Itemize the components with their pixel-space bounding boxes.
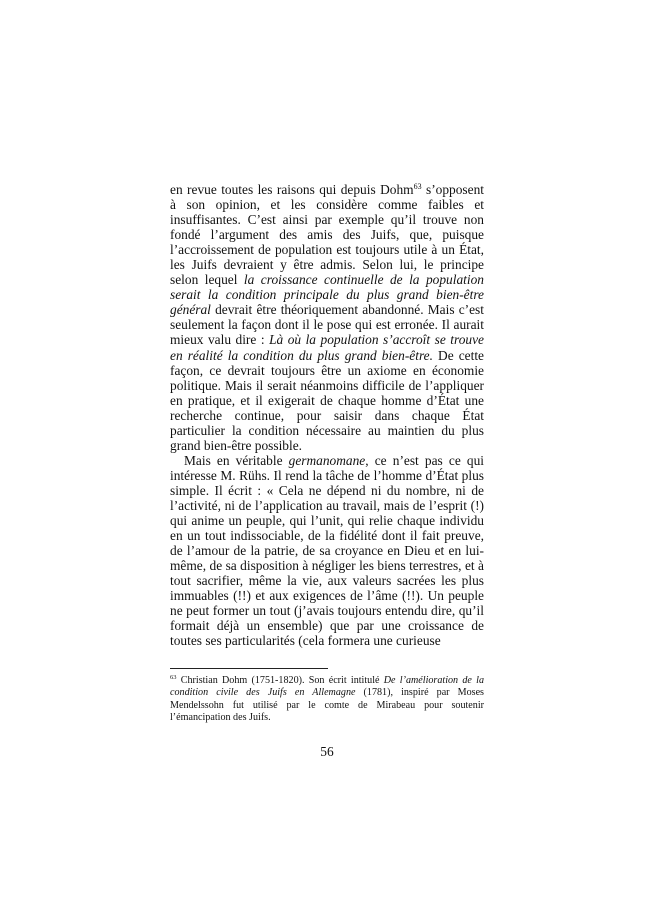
paragraph-1 <box>170 182 484 453</box>
text-run: , ce n’est pas ce qui intéresse M. Rühs. Il rend la tâche de l’homme d’État plus simple. Il écrit : « Cela ne dépend ni du nombre, ni de l’activité, ni de l’application au travail, mais de l’esprit (!) qui anime un peuple, qui l’unit, qui relie chaque individu en un tout indissociable, de la fidélité dont il fait preuve, de l’amour de la patrie, de sa croyance en Dieu et en lui-même, de sa disposition à négliger les biens terrestres, et à tout sacrifier, même la vie, aux valeurs sacrées les plus immuables (!!) et aux exigences de l’âme (!!). Un peuple ne peut former un tout (j’avais toujours entendu dire, qu’il formait déjà un ensemble) que par une croissance de toutes ses particularités (cela formera une curieuse <box>170 452 484 649</box>
text-run: s’opposent à son opinion, et les considère comme faibles et insuffisantes. C’est ainsi par exemple qu’il trouve non fondé l’argument des amis des Juifs, que, puisque l’accroissement de population est toujours utile à un État, les Juifs devraient y être admis. Selon lui, le principe selon lequel <box>170 182 485 288</box>
footnote-divider <box>170 668 328 669</box>
footnote-ref: 63 <box>170 674 177 681</box>
footnote-63 <box>170 675 484 725</box>
footnote-ref: 63 <box>413 182 422 191</box>
text-run: De cette façon, ce devrait toujours être un axiome en économie politique. Mais il serait néanmoins difficile de l’appliquer en pratique, et il exigerait de chaque homme d’État une recherche continue, pour saisir dans chaque État particulier la condition nécessaire au maintien du plus grand bien-être possible. <box>170 347 484 453</box>
text-run: (1781), inspiré par Moses Mendelssohn fut utilisé par le comte de Mirabeau pour soutenir l’émancipation des Juifs. <box>170 687 484 724</box>
italic-text: De l’amélioration de la condition civile des Juifs en Allemagne <box>170 675 484 699</box>
italic-text: germanomane <box>288 452 366 468</box>
page-number: 56 <box>320 744 334 759</box>
text-run: devrait être théoriquement abandonné. Mais c’est seulement la façon dont il le pose qui est erronée. Il aurait mieux valu dire : <box>170 302 484 348</box>
italic-text: la croissance continuelle de la population serait la condition principale du plus grand bien-être général <box>170 272 484 318</box>
text-run: Christian Dohm (1751-1820). Son écrit intitulé <box>176 675 384 686</box>
italic-text: Là où la population s’accroît se trouve en réalité la condition du plus grand bien-être. <box>170 332 484 363</box>
text-run: Mais en véritable <box>184 452 289 468</box>
text-run: en revue toutes les raisons qui depuis Dohm <box>170 182 414 197</box>
paragraph-2 <box>170 453 484 649</box>
main-text <box>170 182 484 648</box>
